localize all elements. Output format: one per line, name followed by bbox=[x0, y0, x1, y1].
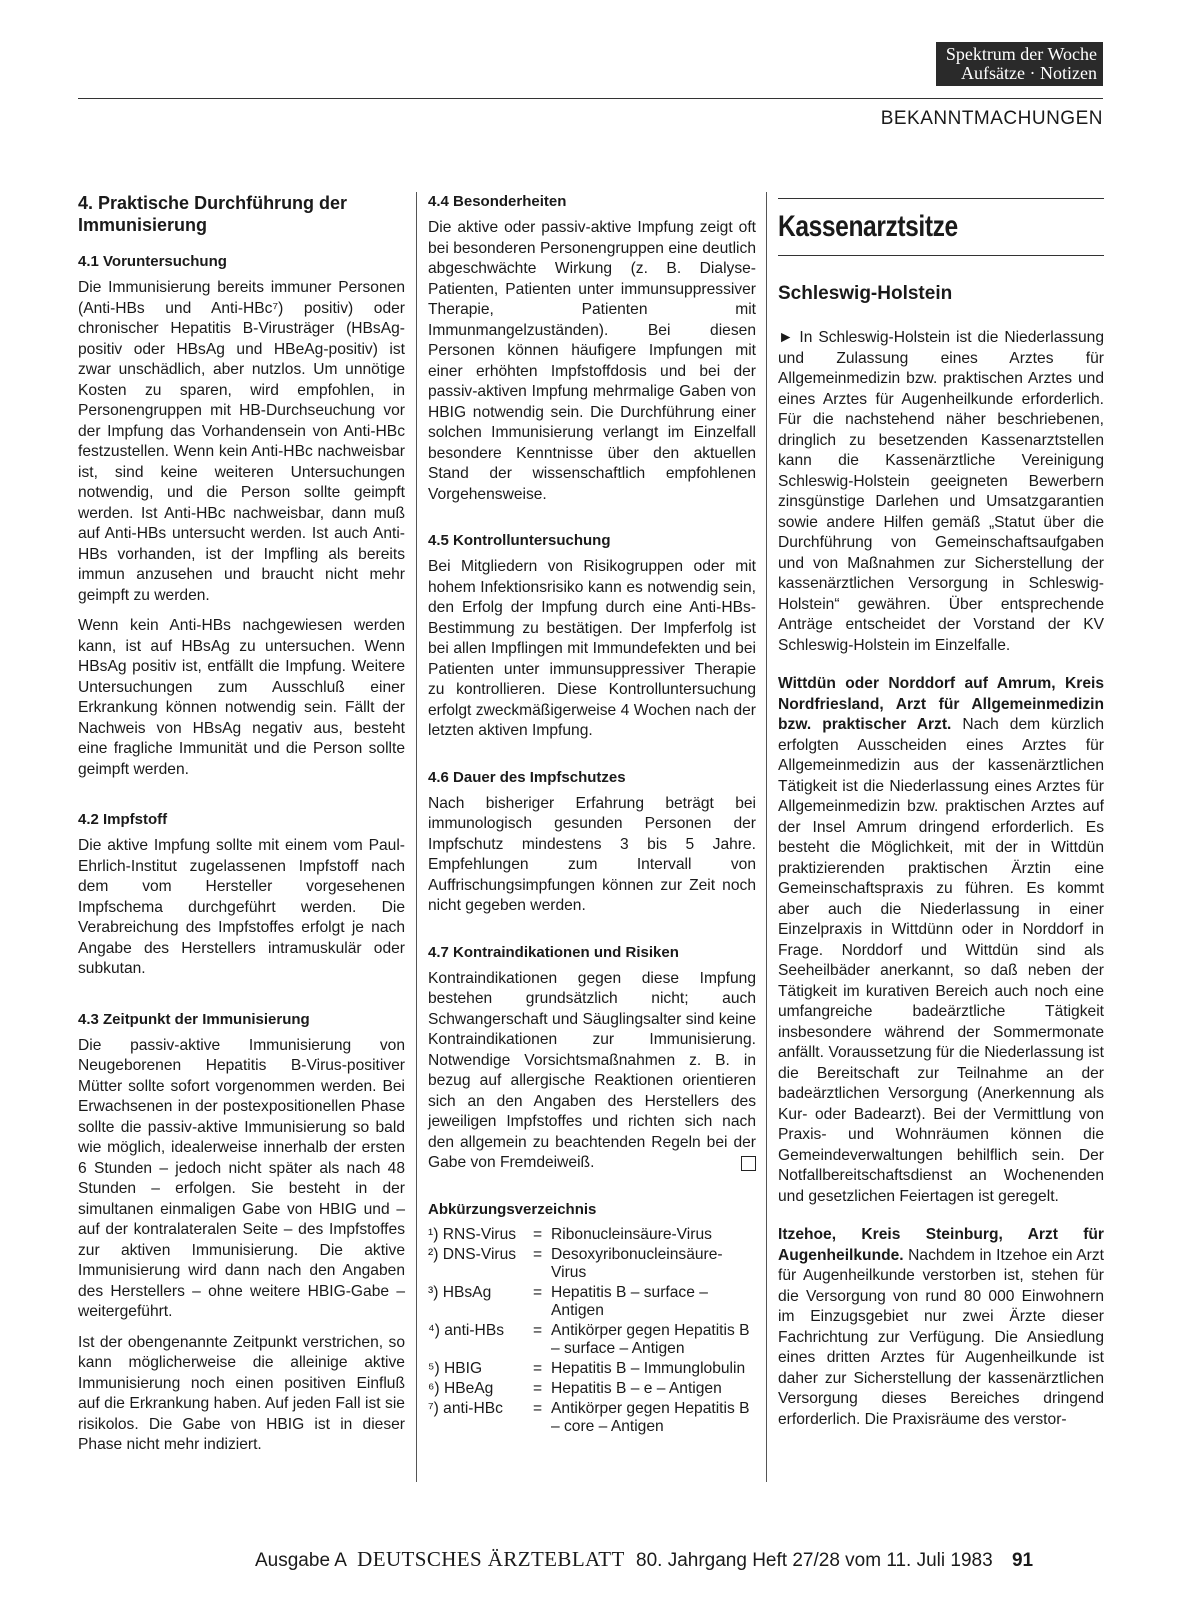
heading-4-1: 4.1 Voruntersuchung bbox=[78, 253, 227, 270]
paragraph-4-5: Bei Mitgliedern von Risikogruppen oder mit hohem Infektionsrisiko kann es notwendig sein, den Erfolg der Impfung durch eine Anti-HBs-Bestimmung zu bestätigen. Der Impferfolg ist bei allen Impflingen mit Immundefekten und bei Patienten unter immunsuppressiver Therapie zu kontrollieren. Diese Kontrolluntersuchung erfolgt zweckmäßigerweise 4 Wochen nach der letzten aktiven Impfung. bbox=[428, 558, 756, 739]
title-rule-bottom bbox=[778, 255, 1104, 256]
abbreviation-row bbox=[428, 1226, 756, 1246]
abbreviation-row bbox=[428, 1284, 756, 1322]
column-1 bbox=[78, 192, 405, 1466]
abbreviations-table bbox=[428, 1226, 756, 1438]
abbreviation-eq: = bbox=[533, 1283, 543, 1301]
section-badge bbox=[936, 42, 1103, 86]
column-3 bbox=[778, 192, 1104, 1440]
abbreviation-value: Antikörper gegen Hepatitis B – core – Antigen bbox=[551, 1399, 750, 1435]
listing-wittdun-text: Nach dem kürzlich erfolgten Ausscheiden eines Arztes für Allgemeinmedizin aus der kassenärztlichen Tätigkeit ist die Niederlassung eines Arztes für Allgemeinmedizin bzw. praktischen Arztes auf der Insel Amrum dringend erforderlich. Es besteht die Möglichkeit, mit der in Wittdün praktizierenden praktischen Ärztin eine Gemeinschaftspraxis zu führen. Es kommt aber auch die Niederlassung in einer Einzelpraxis in Wittdünn oder in Norddorf in Frage. Norddorf und Wittdün sind als Seeheilbäder anerkannt, so daß neben der Tätigkeit im kurativen Bereich auch noch eine umfangreiche badeärztliche Tätigkeit insbesondere während der Sommermonate anfällt. Voraussetzung für die Niederlassung ist die Bereitschaft zur Teilnahme an der badeärztlichen Versorgung (Anerkennung als Kur- oder Badearzt). Bei der Vermittlung von Praxis- und Wohnräumen können die Gemeindeverwaltungen behilflich sein. Der Notfallbereitschaftsdienst an Wochenenden und gesetzlichen Feiertagen ist geregelt. bbox=[778, 716, 1104, 1205]
abbreviation-key: ⁷) anti-HBc bbox=[428, 1399, 503, 1417]
region-heading: Schleswig-Holstein bbox=[778, 283, 953, 304]
abbreviations-heading: Abkürzungsverzeichnis bbox=[428, 1200, 597, 1218]
paragraph-4-4: Die aktive oder passiv-aktive Impfung zeigt oft bei besonderen Personengruppen eine deutlich abgeschwächte Wirkung (z. B. Dialyse-Patienten, Patienten unter immunsuppressiver Therapie, Patienten mit Immunmangelzuständen). Bei diesen Personen können häufigere Impfungen mit einer erhöhten Impfstoffdosis und bei der passiv-aktiven Impfung mehrmalige Gaben von HBIG notwendig sein. Die Durchführung einer solchen Immunisierung verlangt im Einzelfall besondere Kenntnisse über den aktuellen Stand der wissenschaftlich empfohlenen Vorgehensweise. bbox=[428, 219, 756, 503]
footer-issue: 80. Jahrgang Heft 27/28 vom 11. Juli 1983 bbox=[636, 1550, 993, 1571]
badge-line-2: Aufsätze · Notizen bbox=[961, 63, 1097, 83]
abbreviation-row bbox=[428, 1360, 756, 1380]
page-title: Kassenarztsitze bbox=[778, 210, 958, 243]
heading-4-3: 4.3 Zeitpunkt der Immunisierung bbox=[78, 1010, 310, 1028]
abbreviation-value: Antikörper gegen Hepatitis B – surface – Antigen bbox=[551, 1321, 750, 1357]
title-rule-top bbox=[778, 198, 1104, 199]
abbreviation-eq: = bbox=[533, 1245, 543, 1263]
abbreviation-value: Desoxyribonucleinsäure-Virus bbox=[551, 1245, 723, 1281]
paragraph-4-7 bbox=[428, 969, 756, 1174]
heading-4: 4. Praktische Durchführung der Immunisierung bbox=[78, 193, 348, 235]
column-divider-2 bbox=[766, 192, 767, 1482]
intro-paragraph: ► In Schleswig-Holstein ist die Niederlassung und Zulassung eines Arztes für Allgemeinmedizin bzw. praktischen Arztes und eines Arztes für Augenheilkunde erforderlich. Für die nachstehend näher beschriebenen, dringlich zu besetzenden Kassenarztstellen kann die Kassenärztliche Vereinigung Schleswig-Holstein geeigneten Bewerbern zinsgünstige Darlehen und Umsatzgarantien sowie andere Hilfen gemäß „Statut über die Durchführung von Gemeinschaftsaufgaben und von Maßnahmen zur Sicherstellung der kassenärztlichen Versorgung in Schleswig-Holstein“ gewähren. Über entsprechende Anträge entscheidet der Vorstand der KV Schleswig-Holstein im Einzelfalle. bbox=[778, 329, 1104, 654]
end-mark-icon bbox=[741, 1156, 756, 1171]
listing-itzehoe bbox=[778, 1225, 1104, 1430]
abbreviation-key: ¹) RNS-Virus bbox=[428, 1225, 517, 1243]
abbreviation-row bbox=[428, 1400, 756, 1438]
abbreviation-row bbox=[428, 1380, 756, 1400]
section-label: BEKANNTMACHUNGEN bbox=[880, 108, 1103, 129]
header-rule bbox=[78, 98, 1103, 99]
page-number: 91 bbox=[1011, 1550, 1034, 1571]
heading-4-5: 4.5 Kontrolluntersuchung bbox=[428, 532, 611, 549]
abbreviation-eq: = bbox=[533, 1359, 543, 1377]
abbreviation-value: Ribonucleinsäure-Virus bbox=[551, 1225, 712, 1243]
abbreviation-key: ⁶) HBeAg bbox=[428, 1379, 494, 1397]
listing-itzehoe-lead: Itzehoe, Kreis Steinburg, Arzt für Augenheilkunde. bbox=[778, 1226, 1104, 1264]
abbreviation-eq: = bbox=[533, 1225, 543, 1243]
abbreviation-eq: = bbox=[533, 1321, 543, 1339]
listing-wittdun-lead: Wittdün oder Norddorf auf Amrum, Kreis Nordfriesland, Arzt für Allgemeinmedizin bzw. praktischer Arzt. bbox=[778, 675, 1104, 733]
paragraph-4-1-b: Wenn kein Anti-HBs nachgewiesen werden kann, ist auf HBsAg zu untersuchen. Wenn HBsAg positiv ist, entfällt die Impfung. Weitere Untersuchungen zum Ausschluß einer Erkrankung können notwendig sein. Fällt der Nachweis von HBsAg negativ aus, besteht eine fragliche Immunität und die Person sollte geimpft werden. bbox=[78, 617, 405, 778]
footer-journal: DEUTSCHES ÄRZTEBLATT bbox=[357, 1547, 625, 1571]
column-divider-1 bbox=[416, 192, 417, 1482]
abbreviation-row bbox=[428, 1246, 756, 1284]
abbreviation-key: ⁴) anti-HBs bbox=[428, 1321, 505, 1339]
column-2 bbox=[428, 192, 756, 1438]
heading-4-2: 4.2 Impfstoff bbox=[78, 811, 168, 828]
paragraph-4-6: Nach bisheriger Erfahrung beträgt bei immunologisch gesunden Personen der Impfschutz mindestens 3 bis 5 Jahre. Empfehlungen zum Intervall von Auffrischungsimpfungen können zur Zeit noch nicht gegeben werden. bbox=[428, 794, 756, 914]
paragraph-4-1-a: Die Immunisierung bereits immuner Personen (Anti-HBs und Anti-HBc⁷) positiv) oder chronischer Hepatitis B-Virusträger (HBsAg-positiv oder HBsAg und HBeAg-positiv) ist zwar unschädlich, aber nutzlos. Um unnötige Kosten zu sparen, wird empfohlen, in Personengruppen mit HB-Durchseuchung vor der Impfung das Vorhandensein von Anti-HBc festzustellen. Wenn kein Anti-HBc nachweisbar ist, sind keine weiteren Untersuchungen notwendig, und die Person sollte geimpft werden. Ist Anti-HBc nachweisbar, dann muß auf Anti-HBs untersucht werden. Ist auch Anti-HBs vorhanden, ist der Impfling als bereits immun anzusehen und braucht nicht mehr geimpft zu werden. bbox=[78, 279, 405, 604]
abbreviation-value: Hepatitis B – e – Antigen bbox=[551, 1379, 722, 1397]
listing-itzehoe-text: Nachdem in Itzehoe ein Arzt für Augenheilkunde verstorben ist, stehen für die Versorgung von rund 80 000 Einwohnern im Einzugsgebiet nur zwei Ärzte dieser Fachrichtung zur Verfügung. Die Ansiedlung eines dritten Arztes für Augenheilkunde ist daher zur Sicherstellung der kassenärztlichen Versorgung dieses Bereiches dringend erforderlich. Die Praxisräume des verstor- bbox=[778, 1246, 1104, 1428]
footer-edition: Ausgabe A bbox=[255, 1550, 346, 1571]
badge-line-1: Spektrum der Woche bbox=[945, 44, 1097, 64]
abbreviation-row bbox=[428, 1322, 756, 1360]
paragraph-4-7-text: Kontraindikationen gegen diese Impfung bestehen grundsätzlich nicht; auch Schwangerschaft und Säuglingsalter sind keine Kontraindikationen zur Immunisierung. Notwendige Vorsichtsmaßnahmen z. B. in bezug auf allergische Reaktionen orientieren sich an den Angaben des Herstellers des jeweiligen Impfstoffes und richten sich nach den allgemein zu beachtenden Regeln bei der Gabe von Fremdeiweiß. bbox=[428, 969, 756, 1171]
abbreviation-key: ⁵) HBIG bbox=[428, 1359, 483, 1377]
abbreviation-key: ²) DNS-Virus bbox=[428, 1245, 517, 1263]
abbreviation-value: Hepatitis B – Immunglobulin bbox=[551, 1359, 746, 1377]
heading-4-6: 4.6 Dauer des Impfschutzes bbox=[428, 768, 626, 786]
abbreviation-value: Hepatitis B – surface – Antigen bbox=[551, 1283, 708, 1319]
listing-wittdun bbox=[778, 674, 1104, 1207]
abbreviation-key: ³) HBsAg bbox=[428, 1283, 492, 1301]
paragraph-4-2: Die aktive Impfung sollte mit einem vom Paul-Ehrlich-Institut zugelassenen Impfstoff nach dem vom Hersteller vorgesehenen Impfschema durchgeführt werden. Die Verabreichung des Impfstoffes erfolgt je nach Angabe des Herstellers intramuskulär oder subkutan. bbox=[78, 837, 405, 977]
abbreviation-eq: = bbox=[533, 1379, 543, 1397]
heading-4-4: 4.4 Besonderheiten bbox=[428, 193, 567, 210]
heading-4-7: 4.7 Kontraindikationen und Risiken bbox=[428, 943, 679, 961]
page-footer bbox=[255, 1547, 1033, 1572]
paragraph-4-3-b: Ist der obengenannte Zeitpunkt verstrichen, so kann möglicherweise die alleinige aktive Immunisierung noch einen positiven Einfluß auf die Erkrankung haben. Auf jeden Fall ist sie risikolos. Die Gabe von HBIG ist in dieser Phase nicht mehr indiziert. bbox=[78, 1333, 405, 1453]
abbreviation-eq: = bbox=[533, 1399, 543, 1417]
paragraph-4-3-a: Die passiv-aktive Immunisierung von Neugeborenen Hepatitis B-Virus-positiver Mütter sollte sofort vorgenommen werden. Bei Erwachsenen in der postexpositionellen Phase sollte die passiv-aktive Immunisierung so bald wie möglich, idealerweise innerhalb der ersten 6 Stunden – jedoch nicht später als nach 48 Stunden – erfolgen. Sie besteht in der simultanen einmaligen Gabe von HBIG und – auf der kontralateralen Seite – des Impfstoffes zur aktiven Immunisierung. Die aktive Immunisierung wird dann nach den Angaben des Herstellers – ohne weitere HBIG-Gabe – weitergeführt. bbox=[78, 1036, 405, 1320]
